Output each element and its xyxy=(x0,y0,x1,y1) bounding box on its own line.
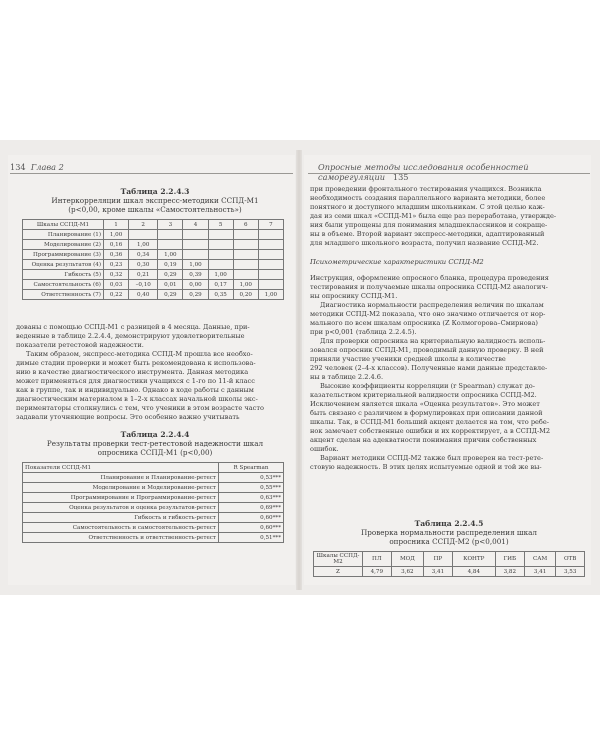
cell: 1,00 xyxy=(183,260,208,270)
table-row xyxy=(23,260,284,270)
text-line: нок замечает собственные ошибки и их корректирует, а в ССПД-М2 xyxy=(310,427,551,435)
text-line: димые стадии проверки и может быть рекомендована к использова- xyxy=(16,359,256,367)
book-gutter xyxy=(296,150,302,590)
cell: 0,40 xyxy=(129,290,158,300)
text-line: зовался опросник ССПД-М1, проводимый данную проверку. В ней xyxy=(310,346,544,354)
right-page-header xyxy=(318,162,600,182)
cell: 0,63*** xyxy=(219,493,284,503)
cell: 0,39 xyxy=(183,270,208,280)
table3-caption-line: опросника ССПД-М2 (p<0,001) xyxy=(389,537,509,546)
column-header: МОД xyxy=(391,552,424,567)
table1-caption-line: (p<0,00, кроме шкалы «Самостоятельность») xyxy=(68,205,242,214)
column-header: 7 xyxy=(258,220,283,230)
text-line: как в группе, так и индивидуально. Однако в ходе работы с данным xyxy=(16,386,254,394)
right-header-rule xyxy=(308,173,590,174)
column-header: ОТВ xyxy=(556,552,585,567)
table3-label: Таблица 2.2.4.5 xyxy=(414,519,484,528)
right-page-number: 135 xyxy=(392,172,409,182)
row-label: Оценка результатов (4) xyxy=(23,260,104,270)
text-line: дая из семи шкал «ССПД-М1» была еще раз переработана, утвержде- xyxy=(310,212,557,220)
text-line: стовую надежность. В этих целях испытуемые одной и той же вы- xyxy=(310,463,542,471)
left-header-rule xyxy=(10,173,293,174)
cell: 0,29 xyxy=(158,290,183,300)
cell: 0,29 xyxy=(183,290,208,300)
row-label: Планирование и Планирование-ретест xyxy=(23,473,219,483)
cell xyxy=(258,230,283,240)
text-line: необходимость создания параллельного варианта методики, более xyxy=(310,194,546,202)
text-line: методики ССПД-М2 показала, что оно значимо отличается от нор- xyxy=(310,310,546,318)
cell: 1,00 xyxy=(233,280,258,290)
row-label: Z xyxy=(314,567,363,577)
cell: 0,03 xyxy=(104,280,129,290)
cell: 3,62 xyxy=(391,567,424,577)
cell: 1,00 xyxy=(158,250,183,260)
cell xyxy=(233,260,258,270)
row-label: Гибкость (5) xyxy=(23,270,104,280)
cell: 0,17 xyxy=(208,280,233,290)
row-label: Ответственность (7) xyxy=(23,290,104,300)
text-line: периментаторы столкнулись с тем, что ученики в этом возрасте часто xyxy=(16,404,264,412)
column-header: Показатели ССПД-М1 xyxy=(23,463,219,473)
cell: 0,21 xyxy=(129,270,158,280)
cell: 1,00 xyxy=(129,240,158,250)
cell: 0,19 xyxy=(158,260,183,270)
table2-retest-reliability xyxy=(22,462,284,543)
text-line: Для проверки опросника на критериальную валидность исполь- xyxy=(320,337,546,345)
column-header: 3 xyxy=(158,220,183,230)
column-header: 5 xyxy=(208,220,233,230)
column-header: R Spearman xyxy=(219,463,284,473)
text-line: ны опроснику ССПД-М1. xyxy=(310,292,398,300)
cell: 0,22 xyxy=(104,290,129,300)
row-label: Оценка результатов и оценка результатов-ретест xyxy=(23,503,219,513)
cell: 0,55*** xyxy=(219,483,284,493)
cell: 0,53*** xyxy=(219,473,284,483)
cell: 0,23 xyxy=(104,260,129,270)
cell: 1,00 xyxy=(104,230,129,240)
table-row xyxy=(23,513,284,523)
column-header: ПЛ xyxy=(363,552,392,567)
row-label: Ответственность и ответственность-ретест xyxy=(23,533,219,543)
text-line: дованы с помощью ССПД-М1 с разницей в 4 месяца. Данные, при- xyxy=(16,323,250,331)
column-header: САМ xyxy=(524,552,556,567)
text-line: задавали уточняющие вопросы. Это особенно важно учитывать xyxy=(16,413,240,421)
cell: 3,41 xyxy=(524,567,556,577)
text-line: Диагностика нормальности распределения величин по шкалам xyxy=(320,301,544,309)
cell xyxy=(158,230,183,240)
cell xyxy=(258,250,283,260)
cell: 0,60*** xyxy=(219,523,284,533)
column-header: ПР xyxy=(424,552,453,567)
cell: 0,01 xyxy=(158,280,183,290)
text-line: показатели ретестовой надежности. xyxy=(16,341,144,349)
text-line: Инструкция, оформление опросного бланка, процедура проведения xyxy=(310,274,549,282)
table-row xyxy=(23,473,284,483)
row-label: Программирование (3) xyxy=(23,250,104,260)
row-label: Моделирование и Моделирование-ретест xyxy=(23,483,219,493)
left-page-number: 134 xyxy=(10,162,26,172)
cell: 0,69*** xyxy=(219,503,284,513)
cell xyxy=(258,260,283,270)
cell xyxy=(258,240,283,250)
table3-caption xyxy=(318,519,580,546)
text-line: мального по всем шкалам опросника (Z Колмогорова–Смирнова) xyxy=(310,319,538,327)
cell: 0,29 xyxy=(158,270,183,280)
text-line: ны в таблице 2.2.4.6. xyxy=(310,373,384,381)
cell: 0,60*** xyxy=(219,513,284,523)
table-row xyxy=(23,270,284,280)
text-line: шкалы. Так, в ССПД-М1 больший акцент делается на том, что ребе- xyxy=(310,418,550,426)
cell: 1,00 xyxy=(208,270,233,280)
row-label: Самостоятельность и самостоятельность-ретест xyxy=(23,523,219,533)
text-line: при проведении фронтального тестирования учащихся. Возникла xyxy=(310,185,542,193)
table-row xyxy=(23,483,284,493)
cell: 0,32 xyxy=(104,270,129,280)
table2-caption-line: опросника ССПД-М1 (p<0,00) xyxy=(97,448,213,457)
cell xyxy=(208,260,233,270)
table-row xyxy=(314,567,585,577)
text-line: ны в объеме. Второй вариант экспресс-методики, адаптированный xyxy=(310,230,545,238)
cell xyxy=(233,240,258,250)
cell xyxy=(208,250,233,260)
cell xyxy=(183,250,208,260)
table-row xyxy=(23,290,284,300)
right-body-text-2 xyxy=(310,274,588,472)
table-header-row xyxy=(23,220,284,230)
text-line: веденные в таблице 2.2.4.4, демонстрируют удовлетворительные xyxy=(16,332,245,340)
right-body-text-1 xyxy=(310,185,588,248)
text-line: тестирования и получаемые шкалы опросника ССПД-М2 аналогич- xyxy=(310,283,548,291)
text-line: казательством критериальной валидности опросника ССПД-М2. xyxy=(310,391,537,399)
text-line: ния были упрощены для понимания младшеклассников и сокраще- xyxy=(310,221,548,229)
cell: 4,79 xyxy=(363,567,392,577)
cell: 0,34 xyxy=(129,250,158,260)
text-line: 292 человек (2–4-х классов). Полученные нами данные представле- xyxy=(310,364,548,372)
cell xyxy=(183,240,208,250)
text-line: Исключением является шкала «Оценка результатов». Это может xyxy=(310,400,540,408)
cell: 0,35 xyxy=(208,290,233,300)
table1-caption xyxy=(20,187,290,214)
column-header: 2 xyxy=(129,220,158,230)
cell xyxy=(183,230,208,240)
table3-caption-line: Проверка нормальности распределения шкал xyxy=(361,528,537,537)
cell: 0,30 xyxy=(129,260,158,270)
table3-normality xyxy=(313,551,585,577)
table-row xyxy=(23,493,284,503)
cell: –0,10 xyxy=(129,280,158,290)
table-row xyxy=(23,523,284,533)
table2-caption-line: Результаты проверки тест-ретестовой надежности шкал xyxy=(46,439,264,448)
table-row xyxy=(23,250,284,260)
cell xyxy=(233,230,258,240)
cell: 0,20 xyxy=(233,290,258,300)
table-header-row xyxy=(23,463,284,473)
left-page-header xyxy=(10,162,64,172)
cell: 0,51*** xyxy=(219,533,284,543)
text-line: Таким образом, экспресс-методика ССПД-М прошла все необхо- xyxy=(26,350,253,358)
text-line: для младшего школьного возраста, получил название ССПД-М2. xyxy=(310,239,539,247)
cell xyxy=(258,270,283,280)
cell xyxy=(233,270,258,280)
table1-caption-line: Интеркорреляции шкал экспресс-методики ССПД-М1 xyxy=(51,196,259,205)
table2-label: Таблица 2.2.4.4 xyxy=(120,430,190,439)
left-body-text xyxy=(16,323,292,422)
table2-caption xyxy=(20,430,290,457)
right-running-title: Опросные методы исследования особенностей саморегуляции xyxy=(318,162,529,182)
cell: 4,84 xyxy=(452,567,495,577)
cell xyxy=(258,280,283,290)
row-label: Моделирование (2) xyxy=(23,240,104,250)
row-label: Гибкость и гибкость-ретест xyxy=(23,513,219,523)
column-header: ГИБ xyxy=(495,552,524,567)
text-line: быть связано с различием в формулировках при описании данной xyxy=(310,409,543,417)
text-line: диагностическим материалом в 1–2-х классах начальной школы экс- xyxy=(16,395,258,403)
column-header: 4 xyxy=(183,220,208,230)
row-label: Программирование и Программирование-ретест xyxy=(23,493,219,503)
column-header: КОНТР xyxy=(452,552,495,567)
table-row xyxy=(23,280,284,290)
right-subheading: Психометрические характеристики ССПД-М2 xyxy=(310,258,484,266)
row-label: Планирование (1) xyxy=(23,230,104,240)
table-row xyxy=(23,503,284,513)
left-running-title: Глава 2 xyxy=(30,162,64,172)
text-line: Высокие коэффициенты корреляции (r Spearman) служат до- xyxy=(320,382,536,390)
table-row xyxy=(23,230,284,240)
cell xyxy=(233,250,258,260)
column-header: 1 xyxy=(104,220,129,230)
column-header: Шкалы ССПД-М1 xyxy=(23,220,104,230)
cell: 3,53 xyxy=(556,567,585,577)
text-line: Вариант методики ССПД-М2 также был проверен на тест-рете- xyxy=(320,454,544,462)
cell: 0,16 xyxy=(104,240,129,250)
cell: 3,82 xyxy=(495,567,524,577)
table-row xyxy=(23,533,284,543)
cell: 0,00 xyxy=(183,280,208,290)
text-line: понятного и доступного младшим школьникам. С этой целью каж- xyxy=(310,203,545,211)
table1-intercorrelations xyxy=(22,219,284,300)
column-header: Шкалы ССПД-М2 xyxy=(314,552,363,567)
column-header: 6 xyxy=(233,220,258,230)
cell xyxy=(129,230,158,240)
cell: 1,00 xyxy=(258,290,283,300)
cell xyxy=(158,240,183,250)
table-row xyxy=(23,240,284,250)
cell xyxy=(208,230,233,240)
text-line: нию в качестве диагностического инструмента. Данная методика xyxy=(16,368,249,376)
cell: 3,41 xyxy=(424,567,453,577)
text-line: ошибок. xyxy=(310,445,339,453)
cell: 0,36 xyxy=(104,250,129,260)
table-header-row xyxy=(314,552,585,567)
text-line: акцент сделан на адекватности понимания причин собственных xyxy=(310,436,537,444)
cell xyxy=(208,240,233,250)
table1-label: Таблица 2.2.4.3 xyxy=(120,187,190,196)
row-label: Самостоятельность (6) xyxy=(23,280,104,290)
text-line: при p<0,001 (таблица 2.2.4.5). xyxy=(310,328,417,336)
text-line: может применяться для диагностики учащихся с 1-го по 11-й класс xyxy=(16,377,255,385)
text-line: приняли участие ученики средней школы в количестве xyxy=(310,355,506,363)
